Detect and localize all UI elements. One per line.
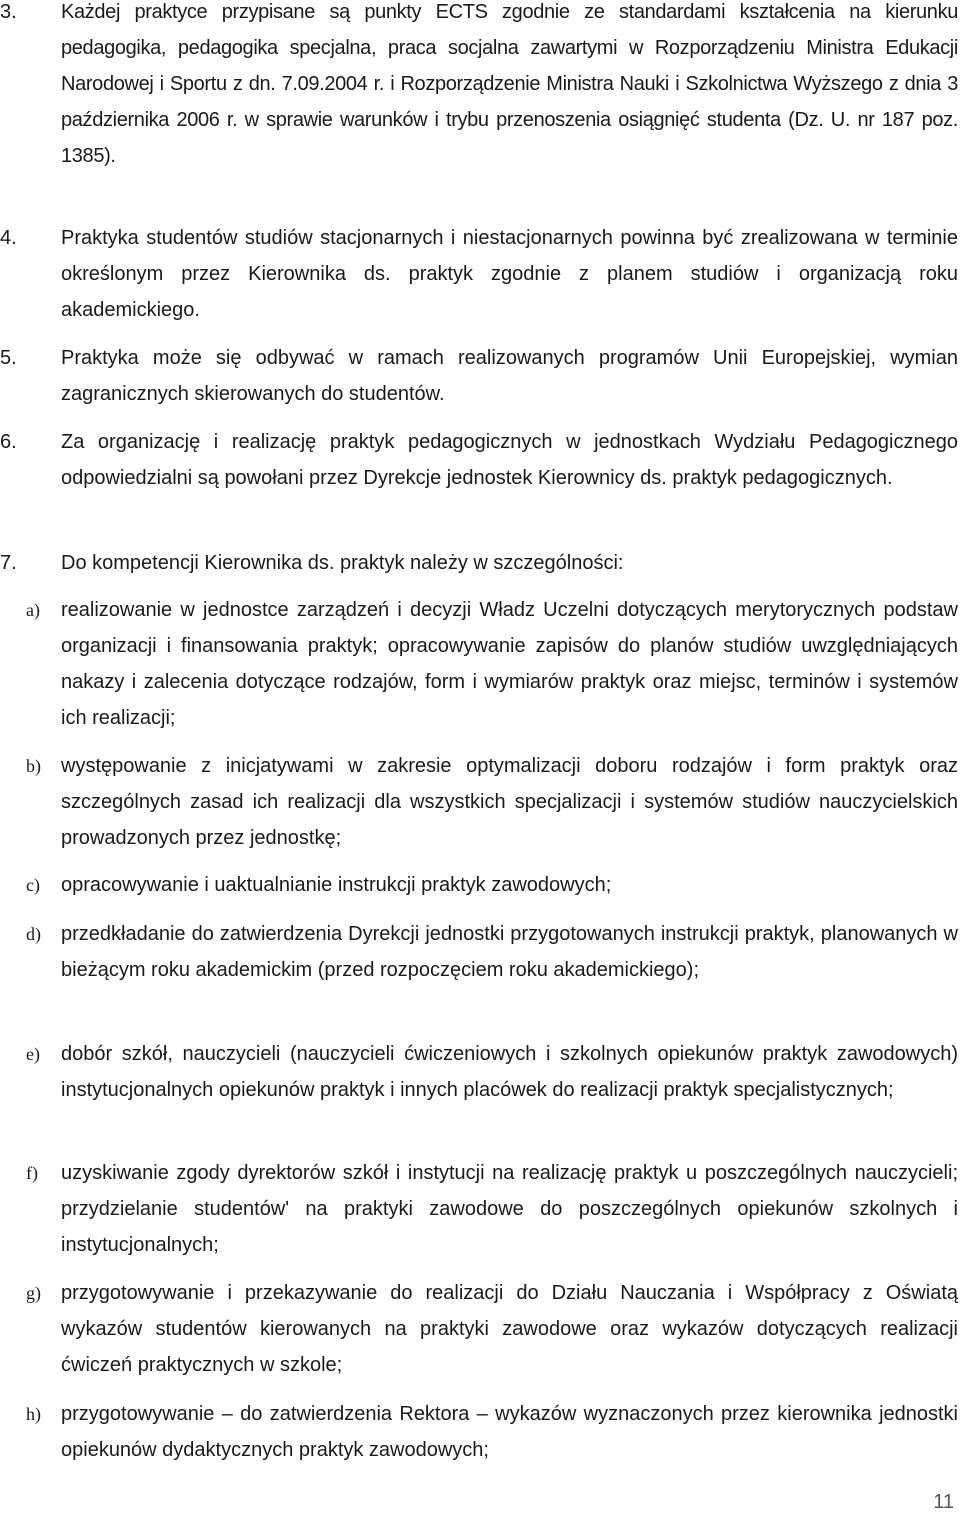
item-text: przygotowywanie i przekazywanie do realizacji do Działu Nauczania i Współpracy z Oświatą wykazów studentów kierowanych na praktyki zawodowe oraz wykazów dotyczących realizacji ćwiczeń praktycznych w szkole; — [61, 1282, 958, 1376]
item-number: 5. — [0, 347, 17, 369]
item-text: Za organizację i realizację praktyk pedagogicznych w jednostkach Wydziału Pedagogicznego odpowiedzialni są powołani przez Dyrekcje jednostek Kierownicy ds. praktyk pedagogicznych. — [61, 431, 958, 489]
item-letter: b) — [26, 756, 41, 776]
item-letter: e) — [26, 1044, 40, 1064]
item-text: Praktyka może się odbywać w ramach realizowanych programów Unii Europejskiej, wymian zagranicznych skierowanych do studentów. — [61, 347, 958, 405]
item-text: dobór szkół, nauczycieli (nauczycieli ćwiczeniowych i szkolnych opiekunów praktyk zawodowych) instytucjonalnych opiekunów praktyk i innych placówek do realizacji praktyk specjalistycznych; — [61, 1043, 958, 1101]
item-letter: h) — [26, 1404, 41, 1424]
item-text: Praktyka studentów studiów stacjonarnych i niestacjonarnych powinna być zrealizowana w terminie określonym przez Kierownika ds. praktyk zgodnie z planem studiów i organizacją roku akademickiego. — [61, 227, 958, 321]
item-letter: g) — [26, 1283, 41, 1303]
item-text: Do kompetencji Kierownika ds. praktyk należy w szczególności: — [61, 552, 624, 574]
item-text: uzyskiwanie zgody dyrektorów szkół i instytucji na realizację praktyk u poszczególnych nauczycieli; przydzielanie studentów' na praktyki zawodowe do poszczególnych opiekunów szkolnych i instytucjonalnych; — [61, 1162, 958, 1256]
item-text: występowanie z inicjatywami w zakresie optymalizacji doboru rodzajów i form praktyk oraz szczególnych zasad ich realizacji dla wszystkich specjalizacji i systemów studiów nauczycielskich prowadzonych przez jednostkę; — [61, 755, 958, 849]
item-text: przygotowywanie – do zatwierdzenia Rektora – wykazów wyznaczonych przez kierownika jednostki opiekunów dydaktycznych praktyk zawodowych; — [61, 1403, 958, 1461]
item-text: Każdej praktyce przypisane są punkty ECTS zgodnie ze standardami kształcenia na kierunku pedagogika, pedagogika specjalna, praca socjalna zawartymi w Rozporządzeniu Ministra Edukacji Narodowej i Sportu z dn. 7.09.2004 r. i Rozporządzenie Ministra Nauki i Szkolnictwa Wyższego z dnia 3 października 2006 r. w sprawie warunków i trybu przenoszenia osiągnięć studenta (Dz. U. nr 187 poz. 1385). — [61, 1, 958, 167]
item-text: realizowanie w jednostce zarządzeń i decyzji Władz Uczelni dotyczących merytorycznych podstaw organizacji i finansowania praktyk; opracowywanie zapisów do planów studiów uwzględniających nakazy i zalecenia dotyczące rodzajów, form i wymiarów praktyk oraz miejsc, terminów i systemów ich realizacji; — [61, 599, 958, 729]
item-text: opracowywanie i uaktualnianie instrukcji praktyk zawodowych; — [61, 874, 612, 896]
item-number: 7. — [0, 552, 17, 574]
item-number: 4. — [0, 227, 17, 249]
item-text: przedkładanie do zatwierdzenia Dyrekcji jednostki przygotowanych instrukcji praktyk, planowanych w bieżącym roku akademickim (przed rozpoczęciem roku akademickiego); — [61, 923, 958, 981]
item-number: 3. — [0, 1, 17, 23]
item-letter: d) — [26, 924, 41, 944]
item-letter: f) — [26, 1163, 38, 1183]
item-letter: c) — [26, 875, 40, 895]
item-letter: a) — [26, 600, 40, 620]
page-number: 11 — [933, 1491, 954, 1513]
item-number: 6. — [0, 431, 17, 453]
